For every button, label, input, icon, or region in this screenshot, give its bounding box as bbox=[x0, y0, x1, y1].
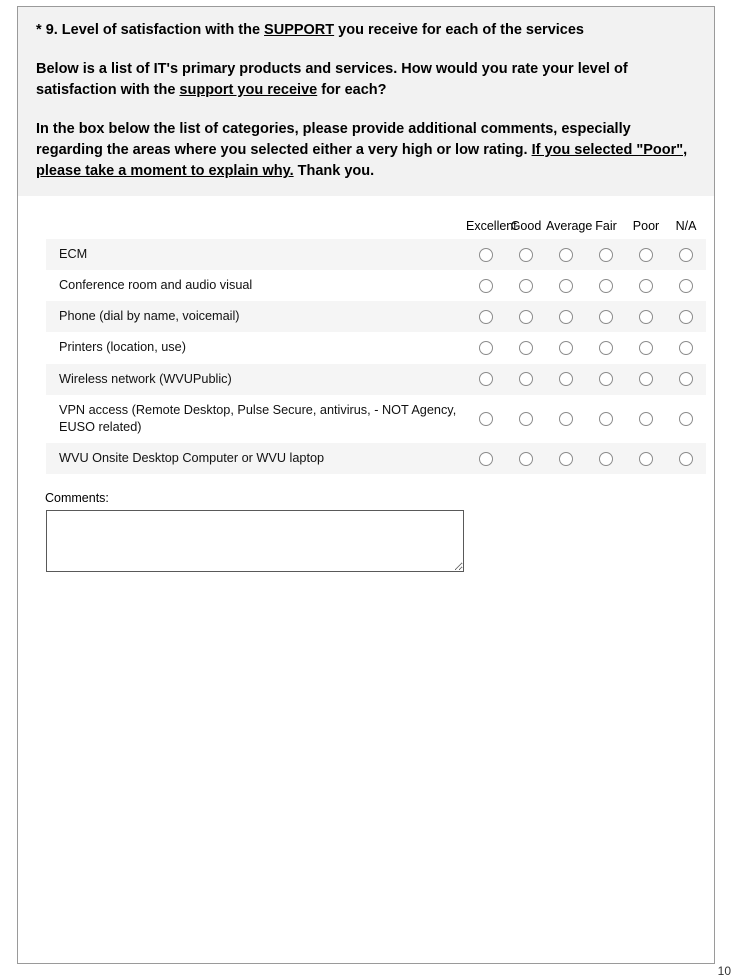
rating-matrix-table bbox=[46, 219, 706, 474]
radio-cell-average[interactable] bbox=[546, 332, 586, 363]
table-row bbox=[46, 332, 706, 363]
column-header-excellent: Excellent bbox=[466, 219, 517, 233]
radio-button[interactable] bbox=[479, 452, 493, 466]
radio-button[interactable] bbox=[639, 310, 653, 324]
row-label: Printers (location, use) bbox=[59, 340, 186, 355]
radio-cell-good[interactable] bbox=[506, 364, 546, 395]
radio-button[interactable] bbox=[639, 248, 653, 262]
radio-cell-fair[interactable] bbox=[586, 364, 626, 395]
radio-cell-poor[interactable] bbox=[626, 332, 666, 363]
row-label: VPN access (Remote Desktop, Pulse Secure, antivirus, - NOT Agency, EUSO related) bbox=[59, 402, 457, 434]
radio-button[interactable] bbox=[519, 412, 533, 426]
radio-button[interactable] bbox=[599, 412, 613, 426]
radio-button[interactable] bbox=[519, 248, 533, 262]
matrix-header-row bbox=[46, 219, 706, 239]
radio-cell-poor[interactable] bbox=[626, 443, 666, 474]
column-header-poor: Poor bbox=[632, 219, 660, 233]
table-row bbox=[46, 443, 706, 474]
radio-cell-good[interactable] bbox=[506, 332, 546, 363]
radio-button[interactable] bbox=[479, 248, 493, 262]
radio-button[interactable] bbox=[679, 372, 693, 386]
question-block bbox=[18, 7, 714, 196]
question-paragraph-1 bbox=[36, 59, 696, 101]
question-title-suffix: you receive for each of the services bbox=[334, 22, 584, 38]
radio-button[interactable] bbox=[559, 248, 573, 262]
radio-cell-excellent[interactable] bbox=[466, 395, 506, 443]
question-title bbox=[36, 21, 696, 41]
radio-button[interactable] bbox=[679, 248, 693, 262]
radio-button[interactable] bbox=[679, 341, 693, 355]
row-label: ECM bbox=[46, 239, 466, 270]
radio-cell-excellent[interactable] bbox=[466, 364, 506, 395]
radio-cell-good[interactable] bbox=[506, 301, 546, 332]
paragraph2-suffix: Thank you. bbox=[293, 162, 375, 179]
table-row bbox=[46, 364, 706, 395]
comments-label: Comments: bbox=[45, 491, 109, 505]
paragraph2-prefix: In the box below the list of categories, please provide additional comments, especially regarding the areas where you selected either a very high or low rating. bbox=[36, 120, 631, 158]
comments-input[interactable] bbox=[46, 510, 464, 572]
radio-button[interactable] bbox=[599, 372, 613, 386]
radio-button[interactable] bbox=[479, 412, 493, 426]
table-row bbox=[46, 239, 706, 270]
radio-cell-na[interactable] bbox=[666, 301, 706, 332]
radio-cell-average[interactable] bbox=[546, 301, 586, 332]
radio-button[interactable] bbox=[599, 310, 613, 324]
radio-cell-na[interactable] bbox=[666, 443, 706, 474]
column-header-good: Good bbox=[510, 219, 542, 233]
paragraph1-prefix: Below is a list of IT's primary products and services. How would you rate your level of satisfaction with the bbox=[36, 60, 628, 98]
radio-button[interactable] bbox=[519, 279, 533, 293]
column-header-average: Average bbox=[546, 219, 593, 233]
radio-button[interactable] bbox=[519, 452, 533, 466]
radio-button[interactable] bbox=[479, 310, 493, 324]
radio-cell-excellent[interactable] bbox=[466, 239, 506, 270]
radio-button[interactable] bbox=[479, 372, 493, 386]
radio-cell-na[interactable] bbox=[666, 395, 706, 443]
table-row bbox=[46, 270, 706, 301]
paragraph1-underlined: support you receive bbox=[179, 81, 318, 98]
radio-button[interactable] bbox=[559, 452, 573, 466]
radio-button[interactable] bbox=[639, 341, 653, 355]
required-marker: * bbox=[36, 22, 42, 38]
radio-cell-na[interactable] bbox=[666, 332, 706, 363]
column-header-fair: Fair bbox=[595, 219, 617, 233]
radio-cell-fair[interactable] bbox=[586, 332, 626, 363]
radio-button[interactable] bbox=[599, 279, 613, 293]
radio-cell-good[interactable] bbox=[506, 239, 546, 270]
radio-button[interactable] bbox=[559, 279, 573, 293]
radio-button[interactable] bbox=[559, 412, 573, 426]
radio-cell-fair[interactable] bbox=[586, 443, 626, 474]
radio-cell-excellent[interactable] bbox=[466, 301, 506, 332]
radio-button[interactable] bbox=[599, 248, 613, 262]
radio-cell-fair[interactable] bbox=[586, 395, 626, 443]
radio-cell-poor[interactable] bbox=[626, 270, 666, 301]
radio-cell-average[interactable] bbox=[546, 395, 586, 443]
radio-cell-fair[interactable] bbox=[586, 270, 626, 301]
radio-button[interactable] bbox=[559, 341, 573, 355]
radio-cell-good[interactable] bbox=[506, 443, 546, 474]
page-number: 10 bbox=[717, 964, 731, 978]
radio-button[interactable] bbox=[479, 341, 493, 355]
table-row bbox=[46, 395, 706, 443]
row-label: Wireless network (WVUPublic) bbox=[46, 364, 466, 395]
radio-cell-poor[interactable] bbox=[626, 301, 666, 332]
table-row bbox=[46, 301, 706, 332]
matrix-header-blank bbox=[46, 219, 466, 239]
radio-button[interactable] bbox=[519, 341, 533, 355]
radio-button[interactable] bbox=[559, 372, 573, 386]
radio-cell-na[interactable] bbox=[666, 364, 706, 395]
radio-button[interactable] bbox=[559, 310, 573, 324]
radio-button[interactable] bbox=[519, 372, 533, 386]
radio-cell-na[interactable] bbox=[666, 270, 706, 301]
rating-matrix bbox=[46, 219, 706, 474]
column-header-na: N/A bbox=[675, 219, 697, 233]
radio-button[interactable] bbox=[519, 310, 533, 324]
radio-cell-fair[interactable] bbox=[586, 301, 626, 332]
radio-button[interactable] bbox=[639, 279, 653, 293]
radio-cell-excellent[interactable] bbox=[466, 270, 506, 301]
radio-button[interactable] bbox=[679, 279, 693, 293]
paragraph2-underlined: If you selected "Poor", please take a moment to explain why. bbox=[36, 141, 688, 179]
radio-cell-poor[interactable] bbox=[626, 395, 666, 443]
radio-cell-poor[interactable] bbox=[626, 239, 666, 270]
radio-cell-excellent[interactable] bbox=[466, 443, 506, 474]
radio-cell-good[interactable] bbox=[506, 395, 546, 443]
radio-cell-excellent[interactable] bbox=[466, 332, 506, 363]
question-title-prefix: 9. Level of satisfaction with the bbox=[45, 22, 265, 38]
radio-cell-fair[interactable] bbox=[586, 239, 626, 270]
radio-button[interactable] bbox=[479, 279, 493, 293]
radio-cell-good[interactable] bbox=[506, 270, 546, 301]
radio-cell-average[interactable] bbox=[546, 239, 586, 270]
radio-button[interactable] bbox=[639, 372, 653, 386]
paragraph1-suffix: for each? bbox=[317, 81, 387, 98]
radio-cell-average[interactable] bbox=[546, 443, 586, 474]
row-label: Conference room and audio visual bbox=[59, 278, 253, 293]
row-label: WVU Onsite Desktop Computer or WVU laptop bbox=[46, 443, 466, 474]
radio-cell-average[interactable] bbox=[546, 270, 586, 301]
radio-button[interactable] bbox=[679, 412, 693, 426]
radio-cell-poor[interactable] bbox=[626, 364, 666, 395]
question-paragraph-2 bbox=[36, 119, 696, 182]
radio-button[interactable] bbox=[639, 412, 653, 426]
radio-button[interactable] bbox=[679, 310, 693, 324]
question-title-underlined: SUPPORT bbox=[264, 22, 335, 38]
radio-button[interactable] bbox=[599, 341, 613, 355]
radio-cell-na[interactable] bbox=[666, 239, 706, 270]
radio-button[interactable] bbox=[679, 452, 693, 466]
radio-button[interactable] bbox=[599, 452, 613, 466]
radio-button[interactable] bbox=[639, 452, 653, 466]
radio-cell-average[interactable] bbox=[546, 364, 586, 395]
survey-page bbox=[17, 6, 715, 964]
row-label: Phone (dial by name, voicemail) bbox=[46, 301, 466, 332]
